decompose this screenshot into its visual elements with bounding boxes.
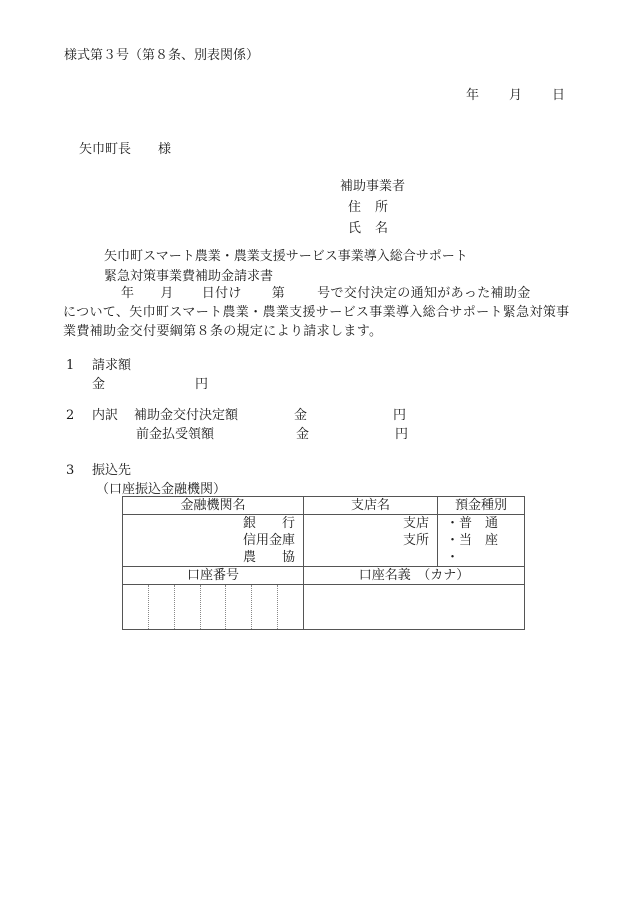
body-line-1: 年 月 日付け 第 号で交付決定の通知があった補助金 bbox=[121, 286, 531, 301]
account-number-digit-boxes bbox=[123, 585, 303, 629]
section-transfer-destination: 3 振込先 （口座振込金融機関） bbox=[66, 463, 227, 497]
bank-type-credit-union: 信用金庫 bbox=[242, 533, 295, 548]
addressee bbox=[79, 141, 171, 159]
header-account-holder: 口座名義 （カナ） bbox=[304, 567, 525, 585]
header-branch-name: 支店名 bbox=[304, 497, 438, 515]
branch-name-cell[interactable] bbox=[304, 515, 438, 567]
date-year-label: 年 bbox=[466, 88, 480, 103]
body-line-2: について、矢巾町スマート農業・農業支援サービス事業導入総合サポート緊急対策事 bbox=[63, 305, 570, 320]
deposit-type-other: ・ bbox=[446, 550, 460, 565]
section-breakdown: 2 内訳 補助金交付決定額 金 円 前金払受領額 金 円 bbox=[66, 408, 409, 442]
applicant-label: 補助事業者 bbox=[340, 179, 406, 194]
account-number-cell[interactable] bbox=[123, 585, 304, 630]
section3-heading: 振込先 bbox=[92, 463, 132, 478]
claim-amount-prefix: 金 bbox=[92, 377, 106, 392]
bank-account-table bbox=[122, 496, 525, 630]
applicant-address-label: 住 所 bbox=[348, 200, 389, 215]
header-account-number: 口座番号 bbox=[123, 567, 304, 585]
title-line-2: 緊急対策事業費補助金請求書 bbox=[104, 269, 274, 284]
applicant-name-label: 氏 名 bbox=[348, 221, 389, 236]
bank-type-bank: 銀 行 bbox=[242, 516, 295, 531]
form-number: 様式第３号（第８条、別表関係） bbox=[64, 48, 260, 63]
section2-heading: 内訳 bbox=[92, 408, 119, 423]
body-paragraph bbox=[63, 284, 588, 341]
breakdown-item-label: 前金払受領額 bbox=[136, 427, 215, 442]
header-deposit-type: 預金種別 bbox=[438, 497, 525, 515]
title-line-1: 矢巾町スマート農業・農業支援サービス事業導入総合サポート bbox=[104, 249, 468, 264]
breakdown-item-label: 補助金交付決定額 bbox=[134, 408, 239, 423]
addressee-honorific: 様 bbox=[158, 142, 172, 157]
addressee-name: 矢巾町長 bbox=[79, 142, 132, 157]
deposit-type-cell[interactable] bbox=[438, 515, 525, 567]
date-line bbox=[466, 87, 565, 105]
branch-type-office: 支所 bbox=[402, 533, 429, 548]
document-title bbox=[104, 247, 468, 287]
section3-subheading: （口座振込金融機関） bbox=[96, 482, 227, 497]
deposit-type-ordinary: ・普 通 bbox=[446, 516, 499, 531]
section-claim-amount: 1 請求額 金 円 bbox=[66, 358, 209, 392]
claim-amount-suffix: 円 bbox=[195, 377, 209, 392]
branch-type-branch: 支店 bbox=[402, 516, 429, 531]
date-day-label: 日 bbox=[552, 88, 566, 103]
date-month-label: 月 bbox=[509, 88, 523, 103]
header-bank-name: 金融機関名 bbox=[123, 497, 304, 515]
account-holder-cell[interactable] bbox=[304, 585, 525, 630]
body-line-3: 業費補助金交付要綱第８条の規定により請求します。 bbox=[63, 324, 383, 339]
deposit-type-checking: ・当 座 bbox=[446, 533, 499, 548]
applicant-block bbox=[340, 176, 405, 239]
section1-heading: 請求額 bbox=[92, 358, 132, 373]
bank-name-cell[interactable] bbox=[123, 515, 304, 567]
bank-type-agri-coop: 農 協 bbox=[242, 550, 295, 565]
